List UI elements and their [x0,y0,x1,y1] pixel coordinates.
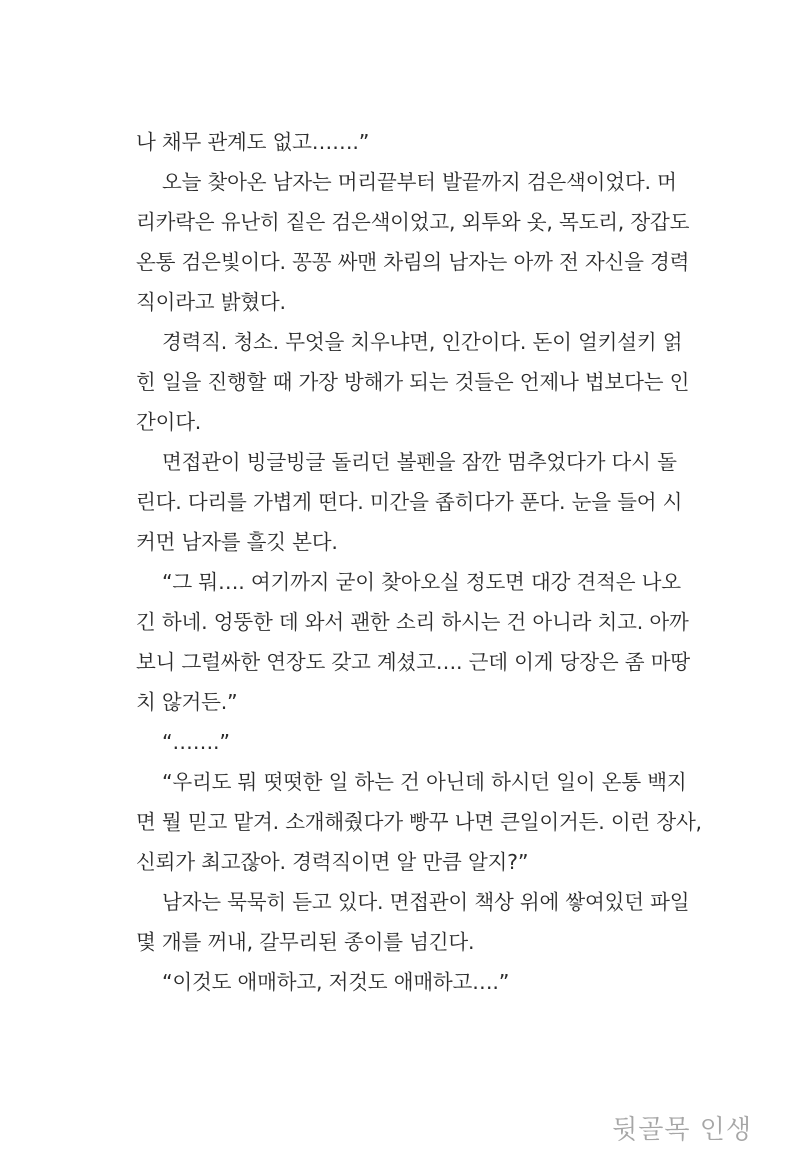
text-line: 경력직. 청소. 무엇을 치우냐면, 인간이다. 돈이 얼키설키 얽 [162,330,683,354]
running-title: 뒷골목 인생 [612,1115,752,1145]
text-line: 긴 하네. 엉뚱한 데 와서 괜한 소리 하시는 건 아니라 치고. 아까 [136,610,689,634]
text-line: “이것도 애매하고, 저것도 애매하고….” [162,970,510,994]
text-line: 오늘 찾아온 남자는 머리끝부터 발끝까지 검은색이었다. 머 [162,170,677,194]
text-line: “그 뭐…. 여기까지 굳이 찾아오실 정도면 대강 견적은 나오 [162,570,681,594]
text-line: 리카락은 유난히 짙은 검은색이었고, 외투와 옷, 목도리, 장갑도 [136,210,690,234]
text-line: 커먼 남자를 흘깃 본다. [136,530,338,554]
text-line: 남자는 묵묵히 듣고 있다. 면접관이 책상 위에 쌓여있던 파일 [162,890,690,914]
text-line: 온통 검은빛이다. 꽁꽁 싸맨 차림의 남자는 아까 전 자신을 경력 [136,250,690,274]
text-line: 직이라고 밝혔다. [136,290,286,314]
text-line: 나 채무 관계도 없고…….” [136,130,370,154]
text-line: 치 않거든.” [136,690,238,714]
text-line: 간이다. [136,410,202,434]
text-line: 보니 그럴싸한 연장도 갖고 계셨고…. 근데 이게 당장은 좀 마땅 [136,650,690,674]
text-line: 몇 개를 꺼내, 갈무리된 종이를 넘긴다. [136,930,475,954]
text-line: 린다. 다리를 가볍게 떤다. 미간을 좁히다가 푼다. 눈을 들어 시 [136,490,683,514]
text-line: 면 뭘 믿고 맡겨. 소개해줬다가 빵꾸 나면 큰일이거든. 이런 장사, [136,810,702,834]
text-line: 신뢰가 최고잖아. 경력직이면 알 만큼 알지?” [136,850,529,874]
text-line: “우리도 뭐 떳떳한 일 하는 건 아닌데 하시던 일이 온통 백지 [162,770,687,794]
text-line: 면접관이 빙글빙글 돌리던 볼펜을 잠깐 멈추었다가 다시 돌 [162,450,677,474]
text-line: “…….” [162,730,230,754]
text-line: 힌 일을 진행할 때 가장 방해가 되는 것들은 언제나 법보다는 인 [136,370,690,394]
